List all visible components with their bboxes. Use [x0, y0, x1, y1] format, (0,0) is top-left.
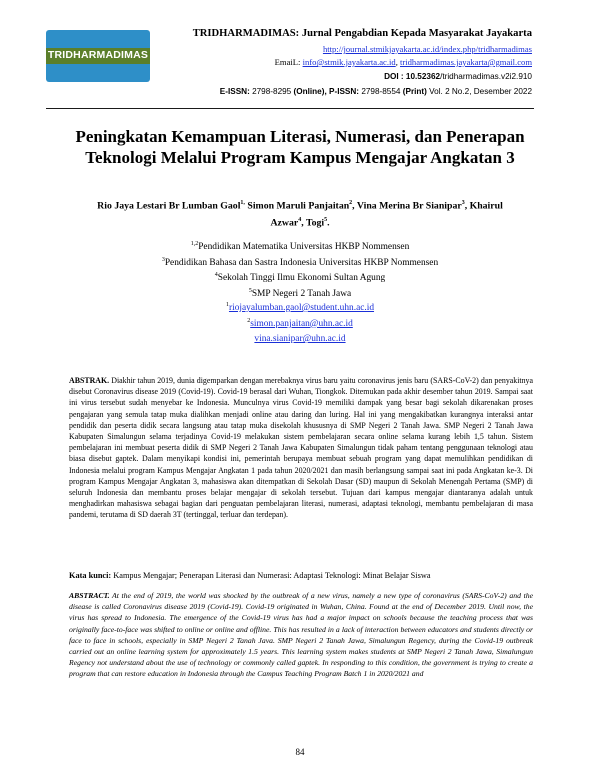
author-sup: 2	[349, 200, 353, 206]
email-sup: 1	[225, 302, 229, 308]
keywords	[69, 570, 533, 581]
author-email-link[interactable]: vina.sianipar@uhn.ac.id	[254, 334, 346, 345]
affiliation-item	[100, 254, 500, 270]
doi-suffix: /tridharmadimas.v2i2.910	[440, 72, 532, 81]
paper-title: Peningkatan Kemampuan Literasi, Numerasi, dan Penerapan Teknologi Melalui Program Kampus Mengajar Angkatan 3	[75, 127, 525, 167]
affiliation-item	[100, 238, 500, 254]
email-item	[100, 330, 500, 346]
pissn-value: 2798-8554	[361, 87, 401, 96]
affiliation-text: SMP Negeri 2 Tanah Jawa	[251, 289, 352, 299]
logo-text: TRIDHARMADIMAS	[47, 49, 149, 61]
author-name: Togi	[305, 217, 325, 229]
abstract-text: Diakhir tahun 2019, dunia digemparkan dengan merebaknya virus baru yaitu coronavirus jenis baru (SARS-CoV-2) dan penyakitnya disebut Coronavirus disease 2019 (Covid-19). Covid-19 berasal dari Wuhan, Tiongkok. Ditemukan pada akhir desember tahun 2019. Sampai saat ini virus tersebut sudah menyebar ke Indonesia. Munculnya virus Covid-19 memiliki dampak yang besar bagi sekolah dikarenakan proses pengajaran yang semula tatap muka dialihkan menjadi online atau daring dan luring. Hal ini yang mengakibatkan kurangnya interaksi antar pendidik dan peserta didik secara langsung atau tatap muka disekolah khususnya di SMP Negeri 2 Tanah Jawa. SMP Negeri 2 Tanah Jawa Kabupaten Simalungun selama terjadinya Covid-19 melakukan sistem pembelajaran secara online selama kurang lebih 1,5 tahun. Sistem pembelajaran ini membuat peserta didik di SMP Negeri 2 Tanah Jawa Kabupaten Simalungun tidak paham tentang penggunaan teknologi atau biasa disebut gaptek. Dalam menyikapi kondisi ini, pemerintah berupaya membuat sebuah program yang dapat memulihkan pendidikan di Indonesia melalui program Kampus Mengajar Angkatan 1 pada tahun 2020/2021 dan masih berlangsung sampai saat ini pada Angkatan ke-3. Di program Kampus Mengajar Angkatan 3, mahasiswa akan ditempatkan di Sekolah Dasar (SD) maupun di Sekolah Menengah Pertama (SMP) di seluruh Indonesia dan membantu proses belajar mengajar di sekolah tersebut. Tujuan dari kampus mengajar diantaranya adalah untuk menghadirkan mahasiswa sebagai bagian dari penguatan pembelajaran literasi, numerasi, adaptasi teknologi, membantu pembelajaran di masa pandemi, terutama di SD daerah 3T (tertinggal, terluar dan terdepan).	[69, 376, 533, 520]
affiliation-text: Sekolah Tinggi Ilmu Ekonomi Sultan Agung	[217, 273, 386, 284]
abstract-indonesian	[69, 375, 533, 521]
issn-line	[220, 85, 532, 98]
doi-line	[384, 70, 532, 83]
email-line	[275, 56, 532, 69]
affiliation-sup: 4	[214, 272, 218, 279]
affiliation-list	[100, 238, 500, 301]
journal-url-link[interactable]: http://journal.stmikjayakarta.ac.id/index.php/tridharmadimas	[322, 44, 532, 54]
author-email-link[interactable]: riojayalumban.gaol@student.uhn.ac.id	[228, 303, 375, 314]
journal-title: TRIDHARMADIMAS: Jurnal Pengabdian Kepada Masyarakat Jayakarta	[192, 28, 532, 39]
email-item	[100, 299, 500, 315]
email-sup: 2	[247, 317, 251, 324]
email-link-info[interactable]: info@stmik.jayakarta.ac.id	[302, 57, 396, 67]
volume-issue: Vol. 2 No.2, Desember 2022	[429, 87, 532, 96]
email-separator: ,	[395, 57, 398, 67]
doi-label: DOI :	[384, 72, 404, 81]
email-item	[100, 315, 500, 331]
affiliation-sup: 1,2	[190, 241, 199, 247]
author-sup: 5	[324, 217, 328, 224]
journal-logo	[46, 30, 150, 82]
author-email-link[interactable]: simon.panjaitan@uhn.ac.id	[250, 318, 353, 329]
author-list: Rio Jaya Lestari Br Lumban Gaol$^{1,}$ Simon Maruli Panjaitan$^2$, Vina Merina Br Sianipar$^3$, Khairul Azwar$^4$, Togi$^5$.	[97, 200, 503, 229]
eissn-label: E-ISSN:	[219, 87, 250, 96]
author-name: Rio Jaya Lestari Br Lumban Gaol	[97, 200, 241, 212]
author-name: Simon Maruli Panjaitan	[247, 200, 350, 212]
email-list	[100, 299, 500, 346]
author-name: Khairul Azwar	[270, 200, 503, 229]
email-link-tridharmadimas[interactable]: tridharmadimas.jayakarta@gmail.com	[400, 57, 532, 67]
abstract-en-text: At the end of 2019, the world was shocked by the outbreak of a new virus, namely a new type of coronavirus (SARS-CoV-2) and the disease is called Coronavirus disease 2019 (Covid-19). Covid-19 originated in Wuhan, China. Found at the end of December 2019. Until now, the virus has spread to Indonesia. The emergence of the Covid-19 virus has had a major impact on schools because the teaching process that was originally face-to-face was shifted to online or online and offline. This has resulted in a lack of interaction between educators and students directly or face to face in schools, especially in SMP Negeri 2 Tanah Java. SMP Negeri 2 Tanah Jawa, Simalungun Regency, during the Covid-19 outbreak carried out an online learning system for approximately 1.5 years. This learning system makes students at SMP Negeri 2 Tanah Jawa, Simalungun Regency not understand about the use of technology or commonly called gaptek. In responding to this condition, the government is trying to create a program that can restore education in Indonesia through the Campus Teaching Program Batch 1 in 2020/2021 and	[69, 591, 533, 679]
email-label: EmaiL:	[274, 57, 301, 67]
pissn-label: P-ISSN:	[329, 87, 360, 96]
author-sup: 1,	[240, 200, 245, 206]
affiliation-sup: 3	[161, 256, 165, 263]
abstract-english	[69, 590, 533, 680]
page-number: 84	[295, 747, 305, 757]
author-name: Vina Merina Br Sianipar	[356, 200, 462, 212]
header-divider	[46, 108, 534, 109]
keywords-text: Kampus Mengajar; Penerapan Literasi dan Numerasi: Adaptasi Teknologi: Minat Belajar Siswa	[113, 571, 431, 580]
author-sup: 4	[298, 217, 302, 224]
affiliation-item	[100, 269, 500, 285]
pissn-type: (Print)	[402, 87, 427, 96]
abstract-label: ABSTRAK.	[69, 376, 110, 385]
author-sup: 3	[461, 200, 465, 206]
keywords-label: Kata kunci:	[69, 571, 112, 580]
eissn-value: 2798-8295	[252, 87, 292, 96]
affiliation-text: Pendidikan Matematika Universitas HKBP Nommensen	[198, 242, 410, 253]
affiliation-sup: 5	[248, 287, 252, 294]
abstract-en-label: ABSTRACT.	[69, 591, 110, 600]
journal-url-line	[323, 43, 532, 56]
eissn-type: (Online),	[293, 87, 327, 96]
affiliation-text: Pendidikan Bahasa dan Sastra Indonesia Universitas HKBP Nommensen	[164, 257, 439, 268]
doi-prefix: 10.52362	[405, 72, 441, 81]
